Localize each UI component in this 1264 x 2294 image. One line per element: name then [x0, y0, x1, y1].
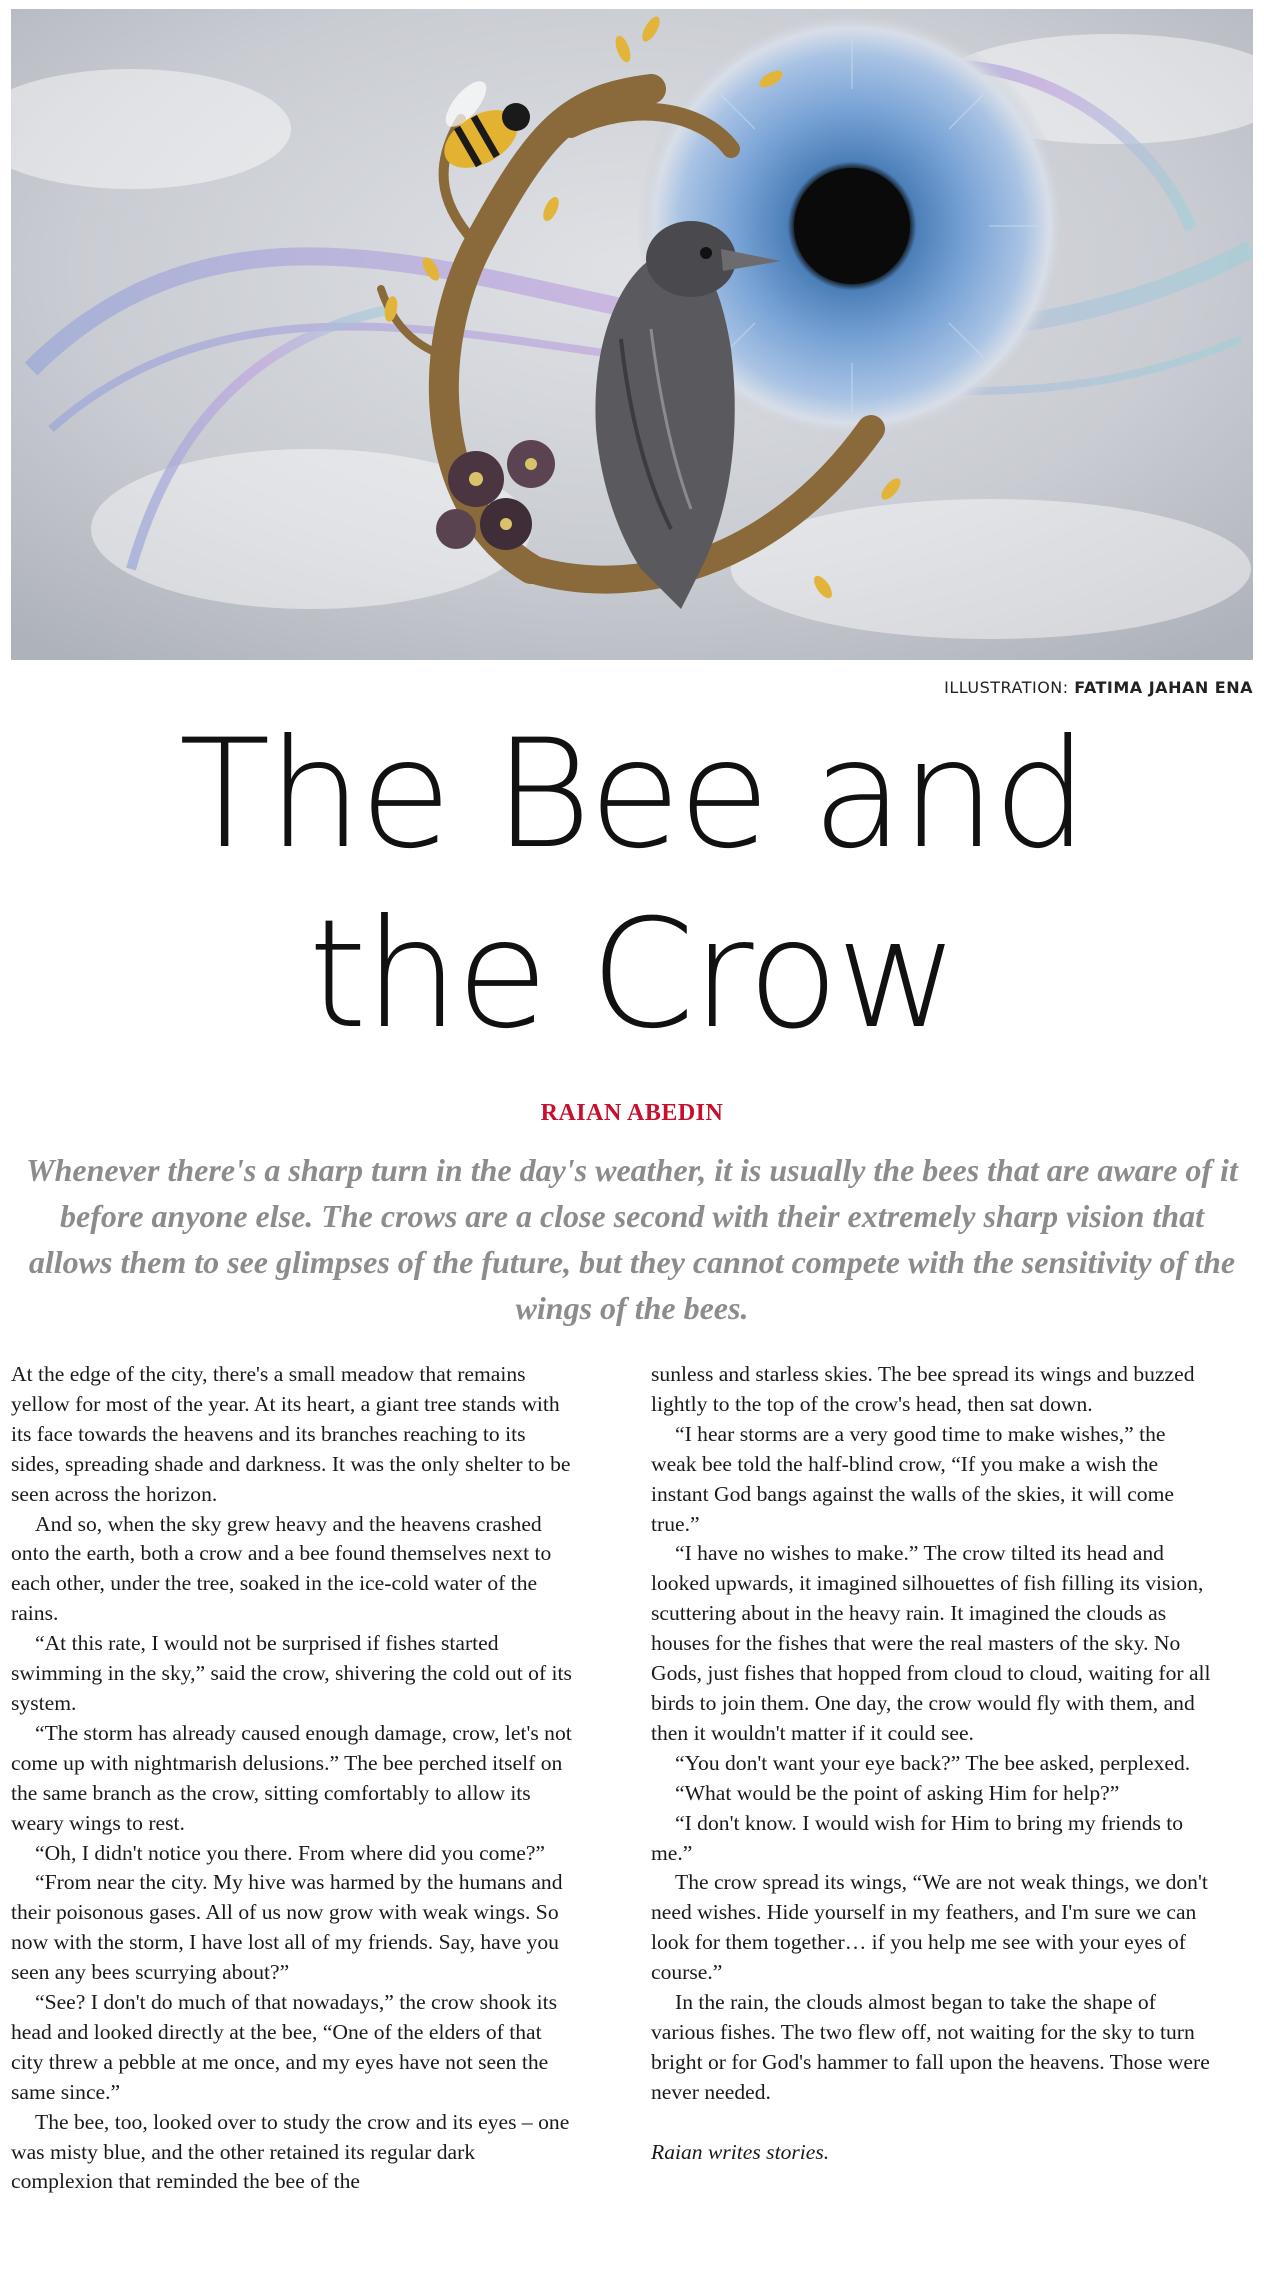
paragraph: And so, when the sky grew heavy and the heavens crashed onto the earth, both a crow and a bee found themselves next to each other, under the tree, soaked in the ice-cold water of the rains. — [11, 1511, 552, 1626]
paragraph: “At this rate, I would not be surprised if fishes started swimming in the sky,” said the crow, shivering the cold out of its system. — [11, 1631, 572, 1715]
paragraph: The crow spread its wings, “We are not weak things, we don't need wishes. Hide yourself in my feathers, and I'm sure we can look for them together… if you help me see with your eyes of course.” — [651, 1870, 1208, 1985]
paragraph: “What would be the point of asking Him for help?” — [675, 1780, 1120, 1805]
paragraph: “Oh, I didn't notice you there. From where did you come?” — [35, 1840, 545, 1865]
right-column — [651, 1360, 1216, 2168]
paragraph: “I don't know. I would wish for Him to bring my friends to me.” — [651, 1810, 1184, 1865]
credit-label: ILLUSTRATION: — [944, 678, 1069, 697]
author-note: Raian writes stories. — [651, 2139, 830, 2164]
paragraph: “I hear storms are a very good time to make wishes,” the weak bee told the half-blind crow, “If you make a wish the instant God bangs against the walls of the skies, it will come true.” — [651, 1421, 1174, 1536]
intro-deck: Whenever there's a sharp turn in the day's weather, it is usually the bees that are aware of it before anyone else. The crows are a close second with their extremely sharp vision that allows them to see glimpses of the future, but they cannot compete with the sensitivity of the wings of the bees. — [26, 1152, 1238, 1326]
left-column — [11, 1360, 576, 2197]
credit-name: FATIMA JAHAN ENA — [1074, 678, 1253, 697]
byline: RAIAN ABEDIN — [540, 1100, 724, 1126]
paragraph: In the rain, the clouds almost began to take the shape of various fishes. The two flew off, not waiting for the sky to turn bright or for God's hammer to fall upon the heavens. Those were never needed. — [651, 1990, 1210, 2104]
paragraph: “I have no wishes to make.” The crow tilted its head and looked upwards, it imagined silhouettes of fish filling its vision, scuttering about in the heavy rain. It imagined the clouds as houses for the fishes that were the real masters of the sky. No Gods, just fishes that hopped from cloud to cloud, waiting for all birds to join them. One day, the crow would fly with them, and then it wouldn't matter if it could see. — [651, 1541, 1211, 1745]
illustration-credit — [944, 678, 1253, 697]
paragraph: The bee, too, looked over to study the crow and its eyes – one was misty blue, and the other retained its regular dark complexion that reminded the bee of the — [11, 2109, 570, 2194]
illustration-artwork — [11, 9, 1253, 660]
paragraph: At the edge of the city, there's a small meadow that remains yellow for most of the year. At its heart, a giant tree stands with its face towards the heavens and its branches reaching to its sides, spreading shade and darkness. It was the only shelter to be seen across the horizon. — [11, 1362, 571, 1506]
headline-line-2: the Crow — [308, 888, 956, 1062]
pupil — [794, 168, 910, 284]
hero-illustration — [11, 9, 1253, 660]
paragraph: “See? I don't do much of that nowadays,” the crow shook its head and looked directly at the bee, “One of the elders of that city threw a pebble at me once, and my eyes have not seen the same since.” — [11, 1990, 558, 2104]
paragraph: “The storm has already caused enough damage, crow, let's not come up with nightmarish delusions.” The bee perched itself on the same branch as the crow, sitting comfortably to allow its weary wings to rest. — [11, 1720, 572, 1835]
paragraph: “You don't want your eye back?” The bee asked, perplexed. — [675, 1750, 1191, 1775]
paragraph: sunless and starless skies. The bee spread its wings and buzzed lightly to the top of the crow's head, then sat down. — [651, 1362, 1195, 1416]
paragraph: “From near the city. My hive was harmed by the humans and their poisonous gases. All of us now grow with weak wings. So now with the storm, I have lost all of my friends. Say, have you seen any bees scurrying about?” — [11, 1870, 563, 1985]
headline-line-1: The Bee and — [178, 708, 1086, 882]
